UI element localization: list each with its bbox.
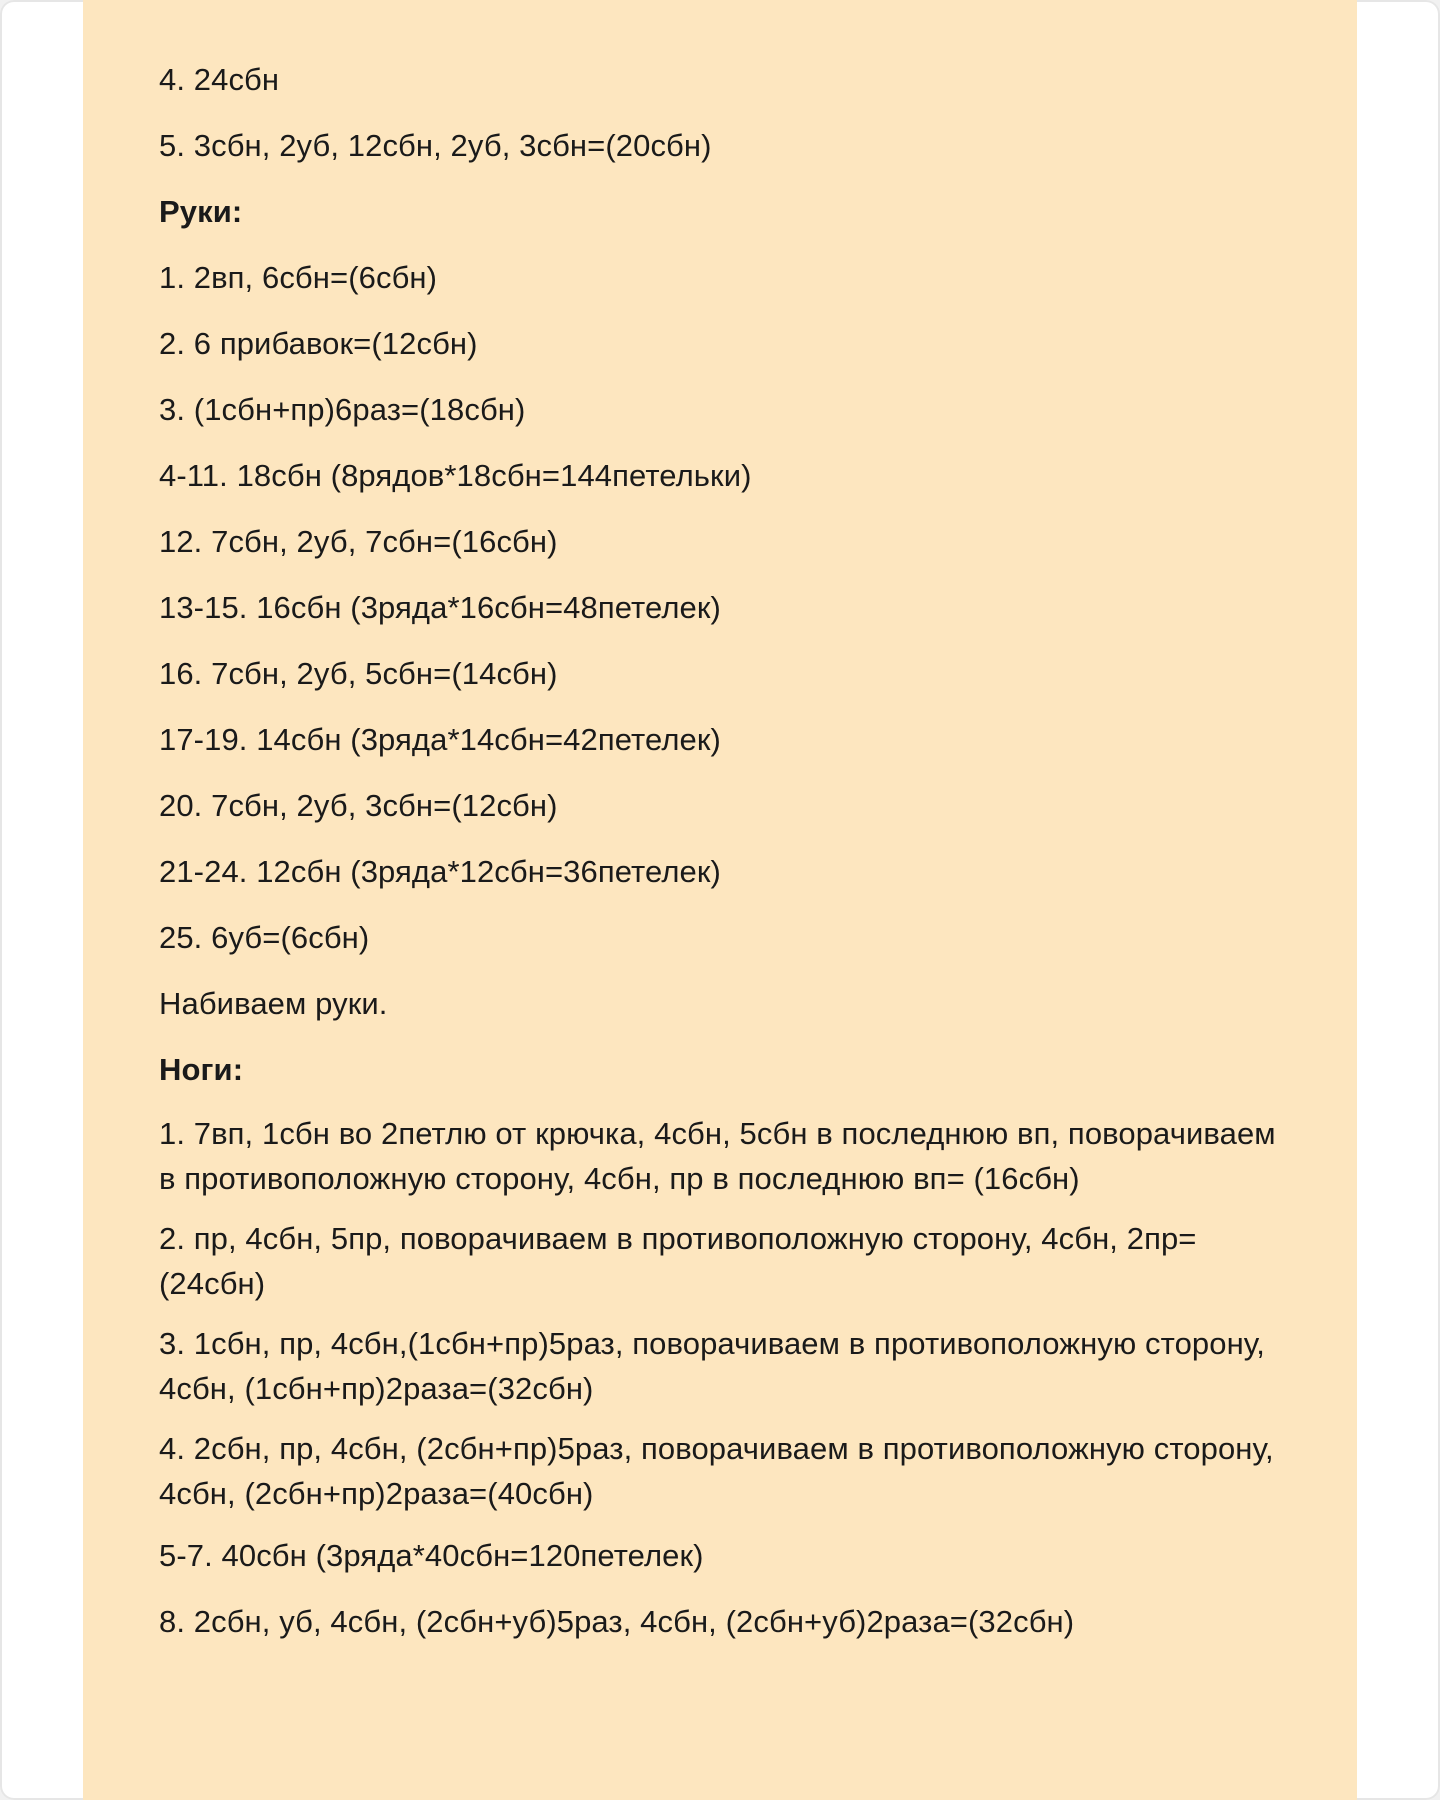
pattern-row: 16. 7сбн, 2уб, 5сбн=(14сбн) [159,656,558,691]
pattern-row: 2. 6 прибавок=(12сбн) [159,326,478,361]
pattern-row: 8. 2сбн, уб, 4сбн, (2сбн+уб)5раз, 4сбн, (2сбн+уб)2раза=(32сбн) [159,1604,1075,1639]
pattern-row: 25. 6уб=(6сбн) [159,920,370,955]
pattern-row: 5. 3сбн, 2уб, 12сбн, 2уб, 3сбн=(20сбн) [159,128,712,163]
pattern-row: 3. 1сбн, пр, 4сбн,(1сбн+пр)5раз, поворачиваем в противоположную сторону, 4сбн, (1сбн+пр)2раза=(32сбн) [159,1326,1266,1406]
pattern-row: 12. 7сбн, 2уб, 7сбн=(16сбн) [159,524,558,559]
pattern-row: 4. 24сбн [159,62,280,97]
pattern-row: 1. 7вп, 1сбн во 2петлю от крючка, 4сбн, 5сбн в последнюю вп, поворачиваем в противоположную сторону, 4сбн, пр в последнюю вп= (16сбн) [159,1116,1276,1196]
pattern-note: Набиваем руки. [159,986,388,1021]
pattern-row: 5-7. 40сбн (3ряда*40сбн=120петелек) [159,1538,704,1573]
section-heading-legs: Ноги: [159,1052,244,1087]
pattern-row: 17-19. 14сбн (3ряда*14сбн=42петелек) [159,722,721,757]
pattern-row: 20. 7сбн, 2уб, 3сбн=(12сбн) [159,788,558,823]
pattern-row: 4-11. 18сбн (8рядов*18сбн=144петельки) [159,458,752,493]
section-heading-arms: Руки: [159,194,243,229]
pattern-row: 13-15. 16сбн (3ряда*16сбн=48петелек) [159,590,721,625]
pattern-row: 3. (1сбн+пр)6раз=(18сбн) [159,392,526,427]
pattern-row: 21-24. 12сбн (3ряда*12сбн=36петелек) [159,854,721,889]
pattern-row: 2. пр, 4сбн, 5пр, поворачиваем в противоположную сторону, 4сбн, 2пр=(24сбн) [159,1221,1197,1301]
pattern-page [83,0,1357,1800]
pattern-row: 1. 2вп, 6сбн=(6сбн) [159,260,438,295]
pattern-row: 4. 2сбн, пр, 4сбн, (2сбн+пр)5раз, поворачиваем в противоположную сторону, 4сбн, (2сбн+пр)2раза=(40сбн) [159,1431,1274,1511]
